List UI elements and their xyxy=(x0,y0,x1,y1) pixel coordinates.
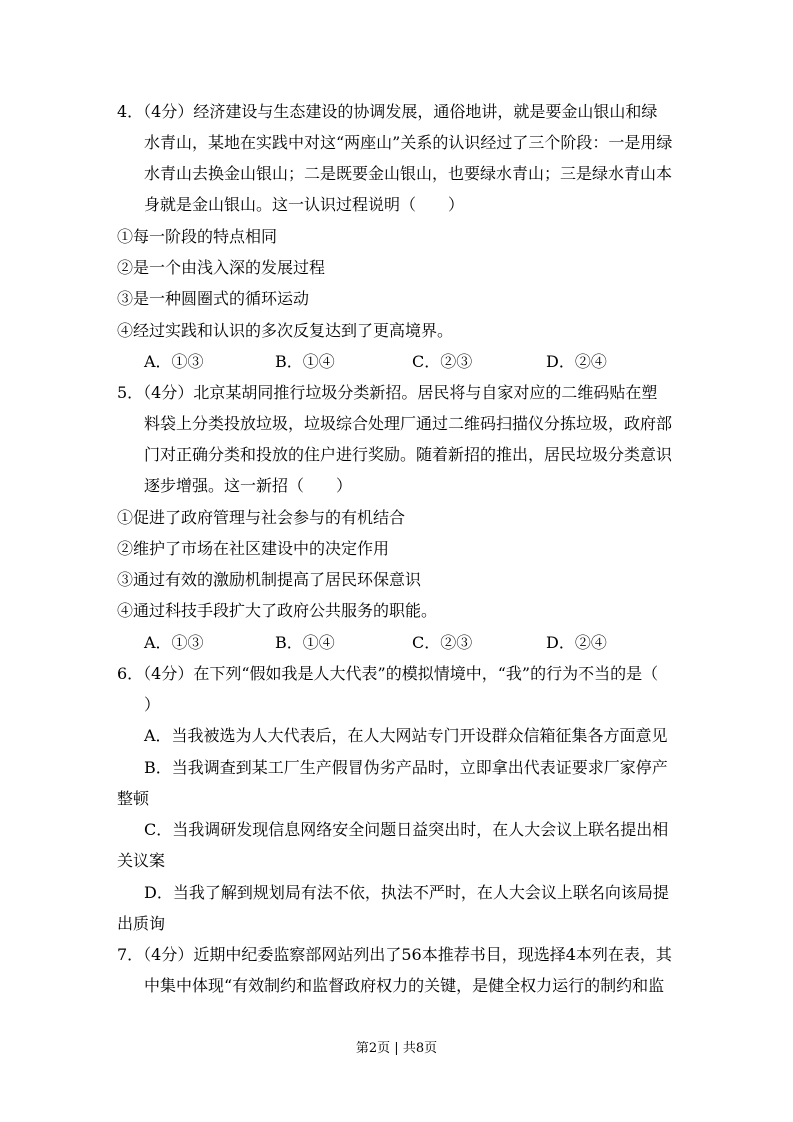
q6-option-b-line-1[interactable]: B．当我调查到某工厂生产假冒伪劣产品时，立即拿出代表证要求厂家停产 xyxy=(144,758,668,777)
q5-statement-2: ②维护了市场在社区建设中的决定作用 xyxy=(117,539,390,558)
q5-stem-line-2: 料袋上分类投放垃圾，垃圾综合处理厂通过二维码扫描仪分拣垃圾，政府部 xyxy=(144,414,673,433)
q5-stem-line-1: 5．（4分）北京某胡同推行垃圾分类新招。居民将与自家对应的二维码贴在塑 xyxy=(117,383,658,402)
q4-stem-line-3: 水青山去换金山银山；二是既要金山银山，也要绿水青山；三是绿水青山本 xyxy=(144,164,673,183)
q4-choice-d[interactable]: D．②④ xyxy=(546,352,607,371)
q4-statement-3: ③是一种圆圈式的循环运动 xyxy=(117,289,310,308)
q6-option-d-line-2[interactable]: 出质询 xyxy=(117,914,166,933)
q5-choice-a[interactable]: A．①③ xyxy=(144,633,204,652)
page-footer: 第2页 | 共8页 xyxy=(355,1041,438,1056)
q7-stem-line-2: 中集中体现“有效制约和监督政府权力的关键，是健全权力运行的制约和监 xyxy=(144,976,665,995)
q4-choice-c[interactable]: C．②③ xyxy=(412,352,473,371)
q4-statement-4: ④经过实践和认识的多次反复达到了更高境界。 xyxy=(117,321,454,340)
q7-stem-line-1: 7．（4分）近期中纪委监察部网站列出了56本推荐书目，现选择4本列在表，其 xyxy=(117,945,672,964)
q6-option-c-line-2[interactable]: 关议案 xyxy=(117,851,166,870)
q5-choice-c[interactable]: C．②③ xyxy=(412,633,473,652)
q4-choice-a[interactable]: A．①③ xyxy=(144,352,204,371)
q4-choice-b[interactable]: B．①④ xyxy=(275,352,335,371)
q6-option-c-line-1[interactable]: C．当我调研发现信息网络安全问题日益突出时，在人大会议上联名提出相 xyxy=(144,820,669,839)
q5-choice-d[interactable]: D．②④ xyxy=(546,633,607,652)
q6-stem-line-1: 6．（4分）在下列“假如我是人大代表”的模拟情境中，“我”的行为不当的是（ xyxy=(117,664,659,683)
q4-stem-line-1: 4．（4分）经济建设与生态建设的协调发展，通俗地讲，就是要金山银山和绿 xyxy=(117,102,658,121)
q5-statement-4: ④通过科技手段扩大了政府公共服务的职能。 xyxy=(117,601,438,620)
q5-statement-1: ①促进了政府管理与社会参与的有机结合 xyxy=(117,508,406,527)
q4-statement-1: ①每一阶段的特点相同 xyxy=(117,227,278,246)
q4-stem-line-4: 身就是金山银山。这一认识过程说明（ ） xyxy=(144,195,465,214)
q4-stem-line-2: 水青山，某地在实践中对这“两座山”关系的认识经过了三个阶段：一是用绿 xyxy=(144,133,673,152)
q6-option-d-line-1[interactable]: D．当我了解到规划局有法不依，执法不严时，在人大会议上联名向该局提 xyxy=(144,883,669,902)
q5-choice-b[interactable]: B．①④ xyxy=(275,633,335,652)
q6-option-a[interactable]: A．当我被选为人大代表后，在人大网站专门开设群众信箱征集各方面意见 xyxy=(144,726,668,745)
q5-statement-3: ③通过有效的激励机制提高了居民环保意识 xyxy=(117,570,422,589)
q6-option-b-line-2[interactable]: 整顿 xyxy=(117,789,150,808)
q4-statement-2: ②是一个由浅入深的发展过程 xyxy=(117,258,326,277)
q6-stem-line-2: ） xyxy=(144,695,161,714)
q5-stem-line-4: 逐步增强。这一新招（ ） xyxy=(144,476,353,495)
q5-stem-line-3: 门对正确分类和投放的住户进行奖励。随着新招的推出，居民垃圾分类意识 xyxy=(144,445,673,464)
